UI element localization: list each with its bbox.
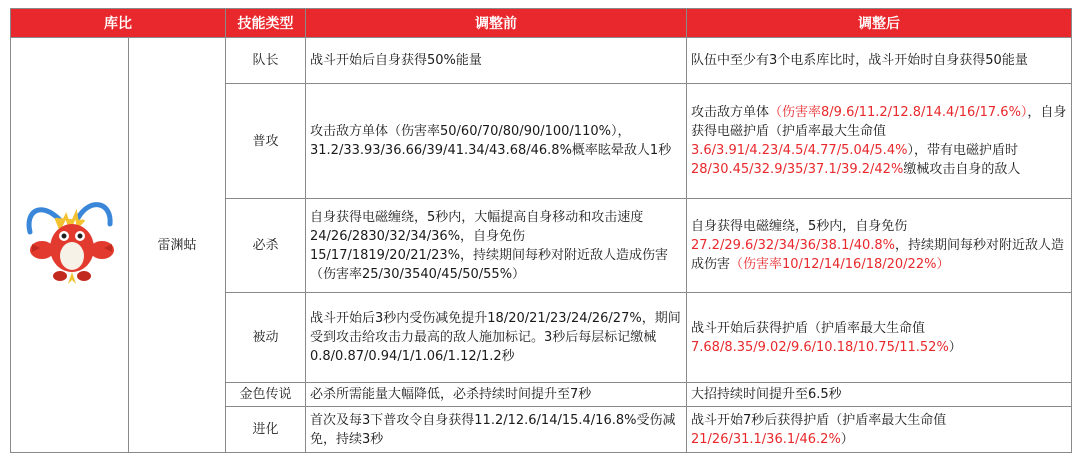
after-segment: 战斗开始7秒后获得护盾（护盾率最大生命值 — [691, 412, 947, 428]
after-segment: ） — [948, 339, 962, 355]
after-segment: ） — [840, 431, 854, 447]
highlight-value: （伤害率8/9.6/11.2/12.8/14.4/16/17.6%） — [769, 105, 1028, 120]
skill-type: 队长 — [226, 38, 306, 84]
before-text: 自身获得电磁缠绕，5秒内，大幅提高自身移动和攻击速度24/26/2830/32/34/36%，自身免伤15/17/1819/20/21/23%，持续期间每秒对附近敌人造成伤害（伤害率25/30/3540/45/50/55%） — [306, 199, 687, 293]
skill-type: 被动 — [226, 293, 306, 383]
after-text — [687, 293, 1072, 383]
header-after: 调整后 — [687, 9, 1072, 38]
kubi-name: 雷渊蛄 — [129, 38, 226, 453]
skill-type: 进化 — [226, 407, 306, 453]
highlight-value: 21/26/31.1/36.1/46.2% — [691, 431, 841, 447]
skill-type: 金色传说 — [226, 383, 306, 407]
before-text: 战斗开始后自身获得50%能量 — [306, 38, 687, 84]
after-text — [687, 38, 1072, 84]
header-skill-type: 技能类型 — [226, 9, 306, 38]
header-kubi: 库比 — [11, 9, 226, 38]
after-segment: 战斗开始后获得护盾（护盾率最大生命值 — [691, 320, 926, 336]
after-text — [687, 199, 1072, 293]
before-text: 首次及每3下普攻令自身获得11.2/12.6/14/15.4/16.8%受伤减免，持续3秒 — [306, 407, 687, 453]
after-text — [687, 383, 1072, 407]
skill-change-table-container — [10, 8, 1071, 453]
after-text — [687, 84, 1072, 199]
after-segment: 大招持续时间提升至6.5秒 — [691, 387, 842, 402]
after-segment: 自身获得电磁缠绕，5秒内，自身免伤 — [691, 219, 908, 234]
skill-change-table — [10, 8, 1072, 453]
after-segment: 队伍中至少有3个电系库比时，战斗开始时自身获得50能量 — [691, 53, 1028, 68]
before-text: 必杀所需能量大幅降低，必杀持续时间提升至7秒 — [306, 383, 687, 407]
after-segment: 缴械攻击自身的敌人 — [903, 162, 1021, 177]
table-row — [11, 38, 1072, 84]
before-text: 攻击敌方单体（伤害率50/60/70/80/90/100/110%），31.2/33.93/36.66/39/41.34/43.68/46.8%概率眩晕敌人1秒 — [306, 84, 687, 199]
after-segment: ），带有电磁护盾时 — [907, 143, 1018, 158]
kubi-image-cell — [11, 38, 129, 453]
header-before: 调整前 — [306, 9, 687, 38]
highlight-value: 3.6/3.91/4.23/4.5/4.77/5.04/5.4% — [691, 143, 908, 158]
skill-type: 必杀 — [226, 199, 306, 293]
skill-type: 普攻 — [226, 84, 306, 199]
after-text — [687, 407, 1072, 453]
lobster-creature-icon — [20, 192, 120, 292]
highlight-value: （伤害率10/12/14/16/18/20/22%） — [730, 257, 950, 272]
highlight-value: 28/30.45/32.9/35/37.1/39.2/42% — [691, 162, 904, 177]
before-text: 战斗开始后3秒内受伤减免提升18/20/21/23/24/26/27%，期间受到攻击给攻击力最高的敌人施加标记。3秒后每层标记缴械0.8/0.87/0.94/1/1.06/1.12/1.2秒 — [306, 293, 687, 383]
after-segment: ，持续期间每秒对附近敌人造成伤害 — [691, 238, 1065, 272]
after-segment: 攻击敌方单体 — [691, 105, 770, 120]
header-row — [11, 9, 1072, 38]
highlight-value: 7.68/8.35/9.02/9.6/10.18/10.75/11.52% — [691, 339, 949, 355]
highlight-value: 27.2/29.6/32/34/36/38.1/40.8% — [691, 238, 896, 253]
after-segment: ，自身获得电磁护盾（护盾率最大生命值 — [691, 105, 1067, 139]
